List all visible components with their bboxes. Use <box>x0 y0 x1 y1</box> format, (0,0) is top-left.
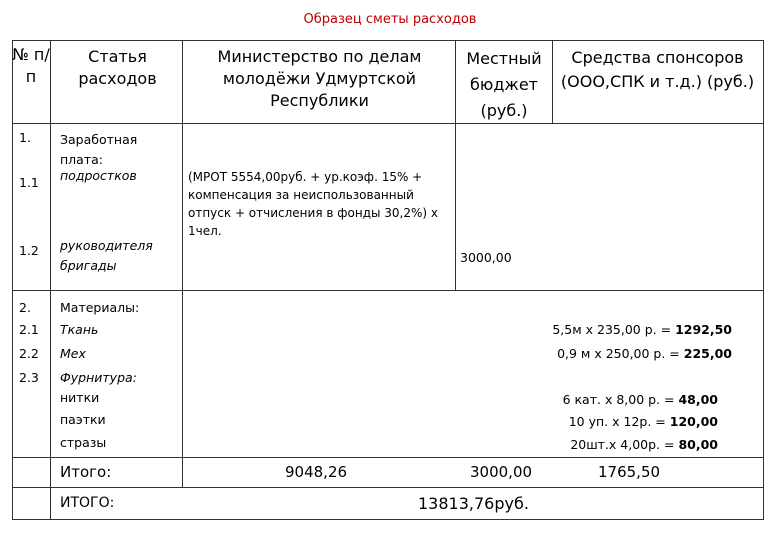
row-num: 2.2 <box>19 346 39 361</box>
header-sponsors: Средства спонсоров (ООО,СПК и т.д.) (руб.) <box>560 48 755 91</box>
row-label: руководителя бригады <box>60 238 153 273</box>
row-num: 1.1 <box>19 175 39 190</box>
header-divider <box>12 123 764 124</box>
row-label: Фурнитура: <box>60 370 137 385</box>
col-border-right <box>763 40 764 520</box>
section1-label: Заработная плата: <box>60 132 138 167</box>
section-divider <box>12 290 764 291</box>
totals-local: 3000,00 <box>470 463 533 481</box>
col-border-local <box>552 40 553 124</box>
ministry-formula: (МРОТ 5554,00руб. + ур.коэф. 15% + компенсация за неиспользованный отпуск + отчисления в фонды 30,2%) х 1чел. <box>188 170 438 238</box>
row-num: 2.3 <box>19 370 39 385</box>
totals-label: Итого: <box>60 463 112 481</box>
row-label: подростков <box>60 168 137 183</box>
grand-total-divider <box>12 487 764 488</box>
table-border-top <box>12 40 764 41</box>
sponsor-calc: 6 кат. х 8,00 р. = 48,00 <box>562 392 718 407</box>
col-border-left <box>12 40 13 520</box>
section2-label: Материалы: <box>60 300 140 315</box>
grand-total-label: ИТОГО: <box>60 495 115 511</box>
col-border-ministry <box>455 40 456 291</box>
row-num: 1.2 <box>19 243 39 258</box>
totals-sponsors: 1765,50 <box>598 463 661 481</box>
local-budget-value: 3000,00 <box>460 250 512 265</box>
sub-row-label: нитки <box>60 390 100 405</box>
row-label: Ткань <box>60 322 99 337</box>
col-border-item <box>182 40 183 488</box>
sponsor-calc: 10 уп. х 12р. = 120,00 <box>568 414 718 429</box>
header-num: № п/ п <box>12 45 50 86</box>
sponsor-calc: 0,9 м х 250,00 р. = 225,00 <box>557 346 732 361</box>
header-ministry: Министерство по делам молодёжи Удмуртской Республики <box>217 47 422 110</box>
header-local: Местный бюджет (руб.) <box>466 49 542 120</box>
page-title: Образец сметы расходов <box>303 12 477 27</box>
row-num: 2.1 <box>19 322 39 337</box>
grand-total-value: 13813,76руб. <box>418 494 529 513</box>
table-border-bottom <box>12 519 764 520</box>
totals-ministry: 9048,26 <box>285 463 348 481</box>
section1-num: 1. <box>19 130 31 145</box>
col-border-num <box>50 40 51 520</box>
sponsor-calc: 20шт.х 4,00р. = 80,00 <box>570 437 718 452</box>
row-label: Мех <box>60 346 86 361</box>
sponsor-calc: 5,5м х 235,00 р. = 1292,50 <box>552 322 732 337</box>
sub-row-label: паэтки <box>60 412 106 427</box>
section2-num: 2. <box>19 300 31 315</box>
header-item: Статья расходов <box>78 47 157 88</box>
totals-divider <box>12 457 764 458</box>
sub-row-label: стразы <box>60 435 107 450</box>
